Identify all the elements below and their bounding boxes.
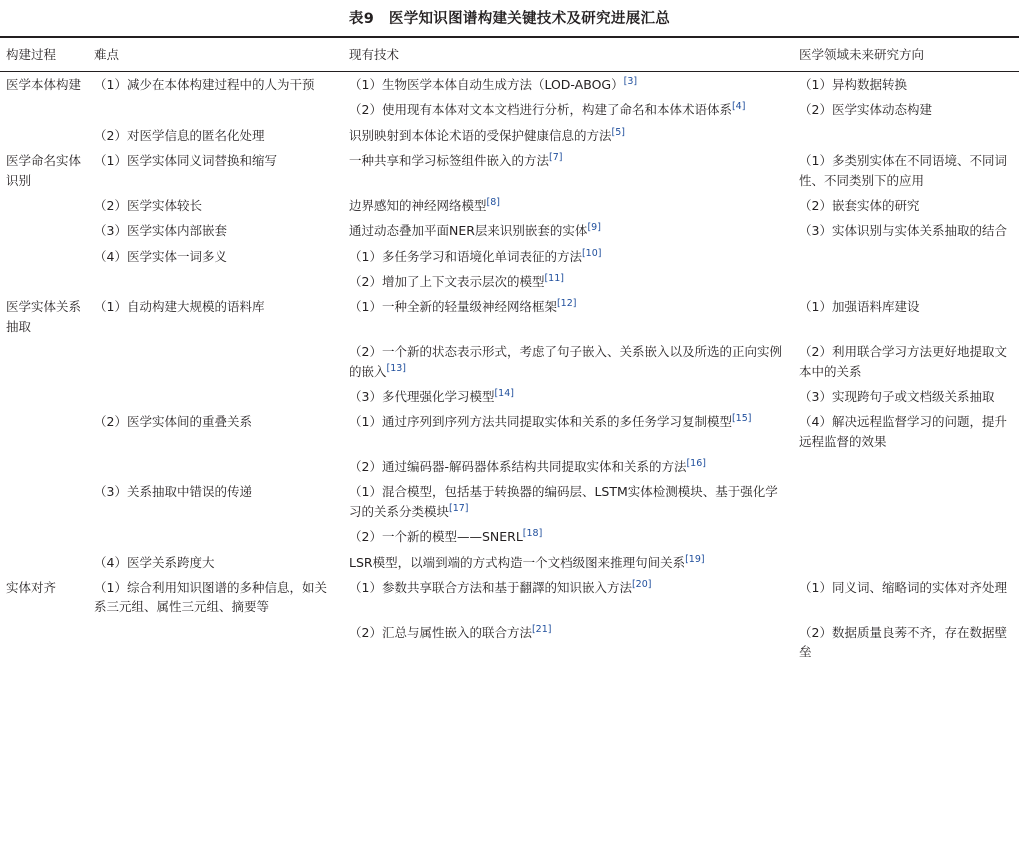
cell-technology xyxy=(343,294,793,339)
cell-difficulty: （2）对医学信息的匿名化处理 xyxy=(94,127,265,143)
table-row xyxy=(0,409,1019,454)
cell-difficulty: （3）关系抽取中错误的传递 xyxy=(94,484,252,500)
table-row xyxy=(0,193,1019,218)
future-text: （1）同义词、缩略词的实体对齐处理 xyxy=(799,579,1007,595)
reference-marker[interactable]: [3] xyxy=(623,75,638,87)
cell-technology xyxy=(343,384,793,409)
column-header-process: 构建过程 xyxy=(0,38,88,72)
cell-difficulty xyxy=(88,97,343,122)
cell-process xyxy=(0,193,88,218)
column-header-future: 医学领域未来研究方向 xyxy=(793,38,1019,72)
table-body xyxy=(0,72,1019,665)
cell-future xyxy=(793,294,1019,339)
future-text: （3）实体识别与实体关系抽取的结合 xyxy=(799,223,1007,239)
table-row xyxy=(0,524,1019,549)
cell-difficulty: （1）综合利用知识图谱的多种信息，如关系三元组、属性三元组、摘要等 xyxy=(94,579,327,615)
future-text: （3）实现跨句子或文档级关系抽取 xyxy=(799,388,995,404)
cell-process xyxy=(0,244,88,269)
technology-text: （1）参数共享联合方法和基于翻譯的知识嵌入方法 xyxy=(349,579,632,595)
column-header-technology: 现有技术 xyxy=(343,38,793,72)
cell-process: 医学命名实体识别 xyxy=(6,153,82,188)
table-row xyxy=(0,123,1019,148)
cell-future xyxy=(793,550,1019,575)
table-row xyxy=(0,148,1019,193)
technology-text: （2）通过编码器-解码器体系结构共同提取实体和关系的方法 xyxy=(349,459,687,474)
reference-marker[interactable]: [11] xyxy=(544,272,564,284)
table-row xyxy=(0,244,1019,269)
cell-future xyxy=(793,620,1019,665)
reference-marker[interactable]: [4] xyxy=(731,101,746,113)
cell-technology xyxy=(343,620,793,665)
cell-future xyxy=(793,193,1019,218)
reference-marker[interactable]: [7] xyxy=(549,151,563,163)
table-row xyxy=(0,454,1019,479)
cell-process xyxy=(0,524,88,549)
cell-difficulty: （1）减少在本体构建过程中的人为干预 xyxy=(94,77,315,92)
cell-technology xyxy=(343,454,793,479)
cell-process xyxy=(0,97,88,122)
future-text: （2）利用联合学习方法更好地提取文本中的关系 xyxy=(799,344,1007,379)
table-title: 表9 医学知识图谱构建关键技术及研究进展汇总 xyxy=(348,11,671,27)
reference-marker[interactable]: [20] xyxy=(631,578,652,590)
table-row xyxy=(0,575,1019,620)
future-text: （2）数据质量良莠不齐，存在数据壁垒 xyxy=(799,624,1007,659)
cell-future xyxy=(793,218,1019,243)
cell-future xyxy=(793,72,1019,98)
cell-future xyxy=(793,479,1019,524)
cell-process: 实体对齐 xyxy=(6,579,57,595)
cell-future xyxy=(793,123,1019,148)
technology-text: （2）一个新的模型——SNERL xyxy=(349,529,523,545)
reference-marker[interactable]: [13] xyxy=(386,362,407,374)
technology-text: （1）混合模型，包括基于转换器的编码层、LSTM实体检测模块、基于强化学习的关系分类模块 xyxy=(349,484,778,519)
future-text: （4）解决远程监督学习的问题，提升远程监督的效果 xyxy=(799,414,1007,449)
cell-technology xyxy=(343,123,793,148)
cell-future xyxy=(793,269,1019,294)
cell-future xyxy=(793,454,1019,479)
cell-difficulty: （1）自动构建大规模的语料库 xyxy=(94,299,265,315)
cell-technology xyxy=(343,193,793,218)
technology-text: 一种共享和学习标签组件嵌入的方法 xyxy=(349,153,550,169)
table-row xyxy=(0,218,1019,243)
cell-process xyxy=(0,339,88,384)
reference-marker[interactable]: [16] xyxy=(686,457,706,469)
cell-process xyxy=(0,454,88,479)
cell-technology xyxy=(343,218,793,243)
reference-marker[interactable]: [9] xyxy=(587,222,601,234)
table-row xyxy=(0,269,1019,294)
cell-process xyxy=(0,550,88,575)
table-row xyxy=(0,479,1019,524)
cell-difficulty: （2）医学实体间的重叠关系 xyxy=(94,414,252,430)
technology-text: LSR模型，以端到端的方式构造一个文档级图来推理句间关系 xyxy=(349,554,686,570)
cell-process xyxy=(0,620,88,665)
table-header-row xyxy=(0,38,1019,72)
future-text: （2）医学实体动态构建 xyxy=(799,102,932,118)
cell-difficulty: （2）医学实体较长 xyxy=(94,197,202,213)
reference-marker[interactable]: [8] xyxy=(486,196,500,208)
future-text: （2）嵌套实体的研究 xyxy=(799,197,920,213)
cell-technology xyxy=(343,244,793,269)
technology-text: 识别映射到本体论术语的受保护健康信息的方法 xyxy=(349,127,612,143)
cell-future xyxy=(793,339,1019,384)
cell-technology xyxy=(343,575,793,620)
technology-text: （1）一种全新的轻量级神经网络框架 xyxy=(349,299,557,315)
technology-text: （2）汇总与属性嵌入的联合方法 xyxy=(349,624,532,640)
cell-difficulty: （4）医学实体一词多义 xyxy=(94,248,227,264)
cell-process: 医学实体关系抽取 xyxy=(6,299,82,334)
technology-text: （2）使用现有本体对文本文档进行分析，构建了命名和本体术语体系 xyxy=(349,102,732,118)
reference-marker[interactable]: [5] xyxy=(611,126,625,138)
table-row xyxy=(0,550,1019,575)
cell-difficulty: （4）医学关系跨度大 xyxy=(94,554,215,570)
table-row xyxy=(0,294,1019,339)
table-row xyxy=(0,384,1019,409)
cell-difficulty xyxy=(88,454,343,479)
cell-technology xyxy=(343,97,793,122)
cell-future xyxy=(793,575,1019,620)
cell-difficulty: （3）医学实体内部嵌套 xyxy=(94,223,227,239)
reference-marker[interactable]: [21] xyxy=(531,623,552,635)
technology-text: （1）生物医学本体自动生成方法（LOD-ABOG） xyxy=(349,77,624,92)
future-text: （1）异构数据转换 xyxy=(799,77,907,92)
reference-marker[interactable]: [10] xyxy=(581,247,602,259)
cell-technology xyxy=(343,339,793,384)
cell-technology xyxy=(343,479,793,524)
technology-text: （1）通过序列到序列方法共同提取实体和关系的多任务学习复制模型 xyxy=(349,414,732,430)
cell-process xyxy=(0,123,88,148)
cell-future xyxy=(793,384,1019,409)
cell-future xyxy=(793,524,1019,549)
cell-process xyxy=(0,384,88,409)
cell-future xyxy=(793,244,1019,269)
reference-marker[interactable]: [14] xyxy=(494,387,514,399)
cell-technology xyxy=(343,72,793,98)
reference-marker[interactable]: [17] xyxy=(449,502,469,514)
cell-technology xyxy=(343,550,793,575)
column-header-difficulty: 难点 xyxy=(88,38,343,72)
cell-process xyxy=(0,269,88,294)
cell-difficulty xyxy=(88,384,343,409)
cell-difficulty xyxy=(88,524,343,549)
cell-difficulty: （1）医学实体同义词替换和缩写 xyxy=(94,153,277,169)
cell-future xyxy=(793,409,1019,454)
cell-future xyxy=(793,148,1019,193)
cell-process xyxy=(0,409,88,454)
table-row xyxy=(0,620,1019,665)
reference-marker[interactable]: [19] xyxy=(685,553,705,565)
cell-technology xyxy=(343,148,793,193)
technology-text: （1）多任务学习和语境化单词表征的方法 xyxy=(349,248,582,264)
table-row xyxy=(0,97,1019,122)
cell-process xyxy=(0,218,88,243)
reference-marker[interactable]: [12] xyxy=(556,298,577,310)
reference-marker[interactable]: [18] xyxy=(522,527,543,539)
cell-technology xyxy=(343,269,793,294)
cell-difficulty xyxy=(88,269,343,294)
technology-text: （2）一个新的状态表示形式，考虑了句子嵌入、关系嵌入以及所选的正向实例的嵌入 xyxy=(349,344,782,379)
future-text: （1）加强语料库建设 xyxy=(799,299,920,315)
reference-marker[interactable]: [15] xyxy=(731,413,752,425)
cell-process: 医学本体构建 xyxy=(6,77,82,92)
future-text: （1）多类别实体在不同语境、不同词性、不同类别下的应用 xyxy=(799,153,1007,188)
table-row xyxy=(0,339,1019,384)
cell-technology xyxy=(343,524,793,549)
cell-technology xyxy=(343,409,793,454)
technology-text: 通过动态叠加平面NER层来识别嵌套的实体 xyxy=(349,223,588,239)
table-row xyxy=(0,72,1019,98)
cell-process xyxy=(0,479,88,524)
knowledge-graph-table xyxy=(0,38,1019,664)
cell-difficulty xyxy=(88,620,343,665)
cell-future xyxy=(793,97,1019,122)
cell-difficulty xyxy=(88,339,343,384)
technology-text: 边界感知的神经网络模型 xyxy=(349,197,487,213)
technology-text: （2）增加了上下文表示层次的模型 xyxy=(349,274,545,289)
technology-text: （3）多代理强化学习模型 xyxy=(349,388,495,404)
